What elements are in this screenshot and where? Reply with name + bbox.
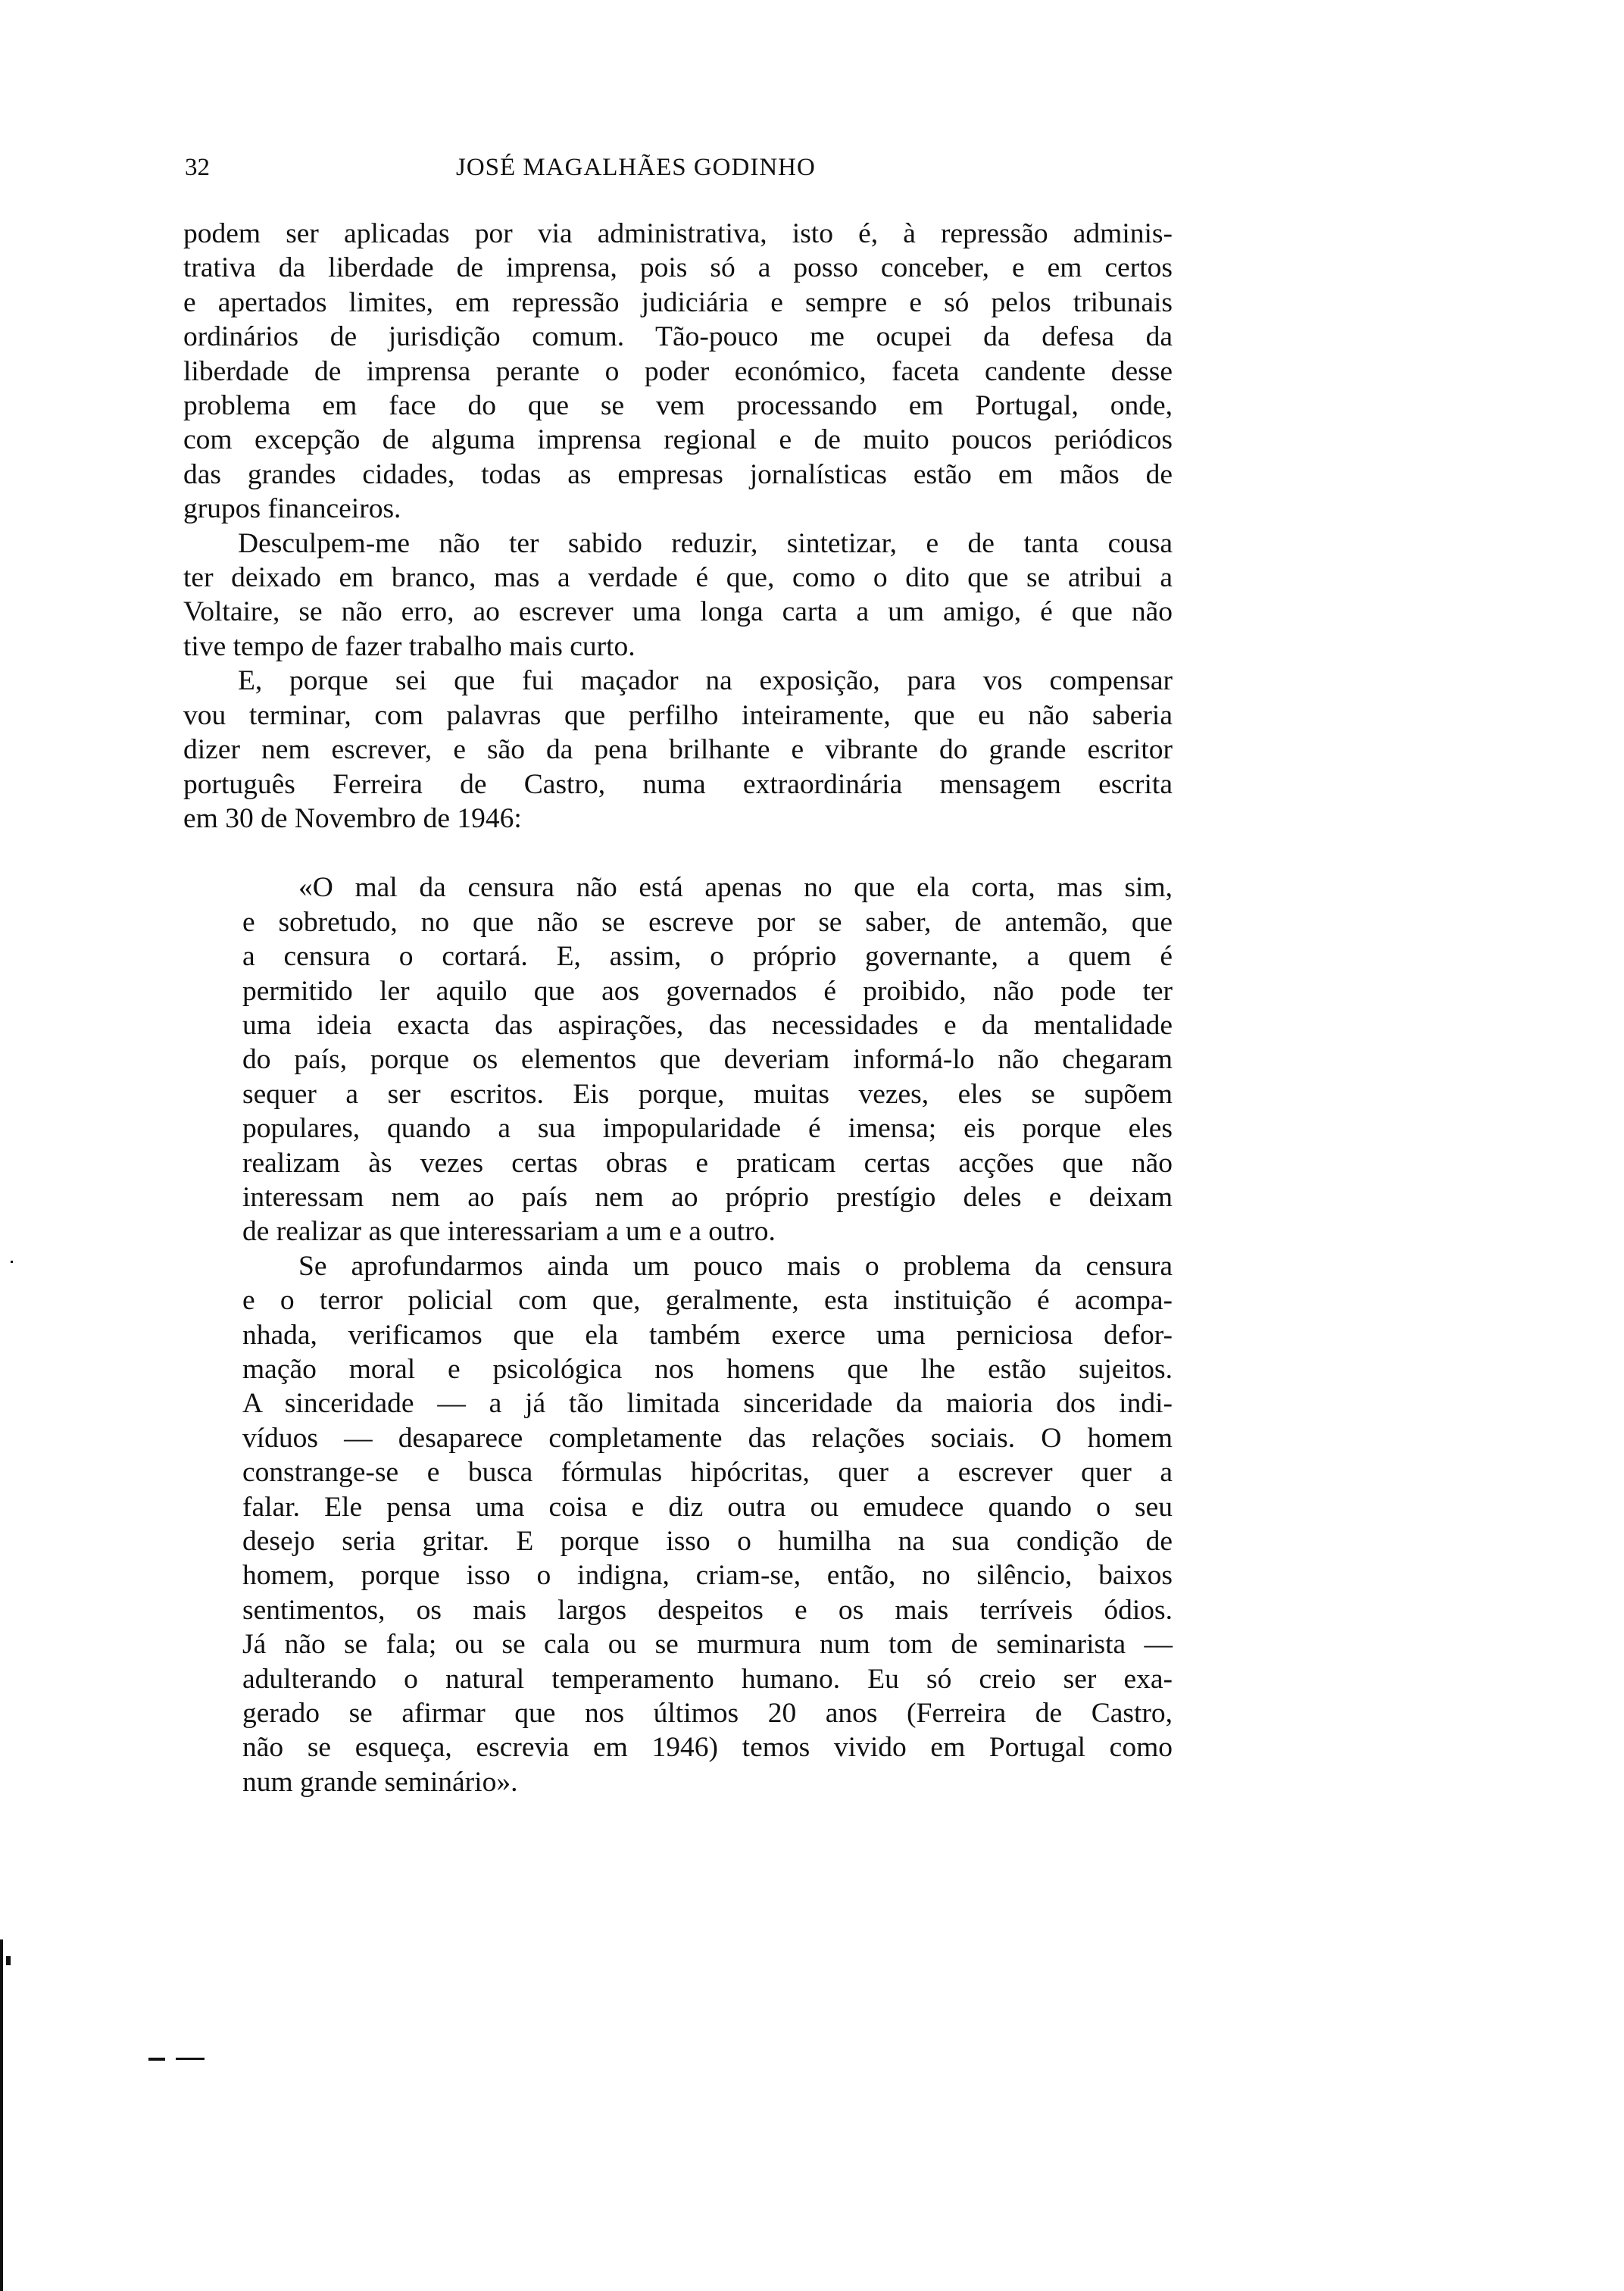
quote-line: permitido ler aquilo que aos governados é proibido, não pode ter: [242, 975, 1173, 1007]
quote-line: sequer a ser escritos. Eis porque, muitas vezes, eles se supõem: [242, 1078, 1173, 1110]
text-line: podem ser aplicadas por via administrativa, isto é, à repressão adminis-: [183, 218, 1173, 249]
quote-line: interessam nem ao país nem ao próprio prestígio deles e deixam: [242, 1181, 1173, 1213]
text-line: e apertados limites, em repressão judiciária e sempre e só pelos tribunais: [183, 286, 1173, 318]
text-line: ter deixado em branco, mas a verdade é que, como o dito que se atribui a: [183, 562, 1173, 594]
quote-line: realizam às vezes certas obras e praticam certas acções que não: [242, 1147, 1173, 1179]
quote-line: e sobretudo, no que não se escreve por se saber, de antemão, que: [242, 906, 1173, 938]
scan-dash-mark: [148, 2058, 165, 2061]
paragraph-1: [183, 217, 1173, 527]
quote-line: víduos — desaparece completamente das relações sociais. O homem: [242, 1422, 1173, 1454]
quote-line: uma ideia exacta das aspirações, das necessidades e da mentalidade: [242, 1009, 1173, 1041]
scan-speck: [6, 1956, 11, 1965]
scan-speck: [11, 1261, 13, 1263]
quote-line: Se aprofundarmos ainda um pouco mais o problema da censura: [298, 1250, 1173, 1282]
quote-line: adulterando o natural temperamento humano. Eu só creio ser exa-: [242, 1663, 1173, 1695]
text-line: E, porque sei que fui maçador na exposição, para vos compensar: [238, 665, 1173, 697]
quote-line: não se esqueça, escrevia em 1946) temos vivido em Portugal como: [242, 1732, 1173, 1764]
paragraph-3: [183, 664, 1173, 836]
quote-line: Já não se fala; ou se cala ou se murmura num tom de seminarista —: [242, 1629, 1173, 1661]
text-line: dizer nem escrever, e são da pena brilhante e vibrante do grande escritor: [183, 734, 1173, 766]
quote-line: gerado se afirmar que nos últimos 20 anos (Ferreira de Castro,: [242, 1698, 1173, 1730]
quote-line: num grande seminário».: [242, 1766, 518, 1798]
text-line: trativa da liberdade de imprensa, pois só a posso conceber, e em certos: [183, 252, 1173, 284]
running-header: [185, 148, 1170, 186]
scan-edge-mark: [0, 1939, 3, 2291]
quote-line: falar. Ele pensa uma coisa e diz outra ou emudece quando o seu: [242, 1491, 1173, 1523]
main-text: [183, 217, 1173, 1799]
quote-line: A sinceridade — a já tão limitada sinceridade da maioria dos indi-: [242, 1388, 1173, 1420]
quote-paragraph-1: [242, 870, 1173, 1249]
text-line: tive tempo de fazer trabalho mais curto.: [183, 630, 636, 662]
text-line: das grandes cidades, todas as empresas jornalísticas estão em mãos de: [183, 458, 1173, 490]
quote-line: a censura o cortará. E, assim, o próprio governante, a quem é: [242, 941, 1173, 973]
text-line: vou terminar, com palavras que perfilho inteiramente, que eu não saberia: [183, 699, 1173, 731]
quote-line: e o terror policial com que, geralmente, esta instituição é acompa-: [242, 1285, 1173, 1317]
block-quote: [183, 870, 1173, 1799]
running-head-author: JOSÉ MAGALHÃES GODINHO: [456, 154, 816, 181]
quote-paragraph-2: [242, 1249, 1173, 1800]
quote-line: sentimentos, os mais largos despeitos e os mais terríveis ódios.: [242, 1594, 1173, 1626]
text-line: ordinários de jurisdição comum. Tão-pouco me ocupei da defesa da: [183, 321, 1173, 353]
quote-line: mação moral e psicológica nos homens que lhe estão sujeitos.: [242, 1354, 1173, 1385]
scan-dash-mark: [176, 2058, 205, 2060]
text-line: problema em face do que se vem processando em Portugal, onde,: [183, 390, 1173, 422]
page-number: 32: [185, 154, 210, 181]
quote-line: constrange-se e busca fórmulas hipócritas, quer a escrever quer a: [242, 1457, 1173, 1489]
text-line: português Ferreira de Castro, numa extraordinária mensagem escrita: [183, 768, 1173, 800]
quote-line: «O mal da censura não está apenas no que ela corta, mas sim,: [298, 872, 1173, 904]
quote-line: desejo seria gritar. E porque isso o humilha na sua condição de: [242, 1526, 1173, 1558]
quote-line: homem, porque isso o indigna, criam-se, então, no silêncio, baixos: [242, 1560, 1173, 1592]
text-line: Desculpem-me não ter sabido reduzir, sintetizar, e de tanta cousa: [238, 527, 1173, 559]
text-line: com excepção de alguma imprensa regional e de muito poucos periódicos: [183, 424, 1173, 456]
paragraph-2: [183, 527, 1173, 664]
text-line: Voltaire, se não erro, ao escrever uma longa carta a um amigo, é que não: [183, 596, 1173, 628]
quote-line: populares, quando a sua impopularidade é imensa; eis porque eles: [242, 1113, 1173, 1145]
quote-line: de realizar as que interessariam a um e a outro.: [242, 1216, 776, 1248]
text-line: grupos financeiros.: [183, 493, 401, 525]
quote-line: do país, porque os elementos que deveriam informá-lo não chegaram: [242, 1044, 1173, 1076]
text-line: em 30 de Novembro de 1946:: [183, 802, 522, 834]
quote-line: nhada, verificamos que ela também exerce uma perniciosa defor-: [242, 1319, 1173, 1351]
text-line: liberdade de imprensa perante o poder económico, faceta candente desse: [183, 355, 1173, 387]
